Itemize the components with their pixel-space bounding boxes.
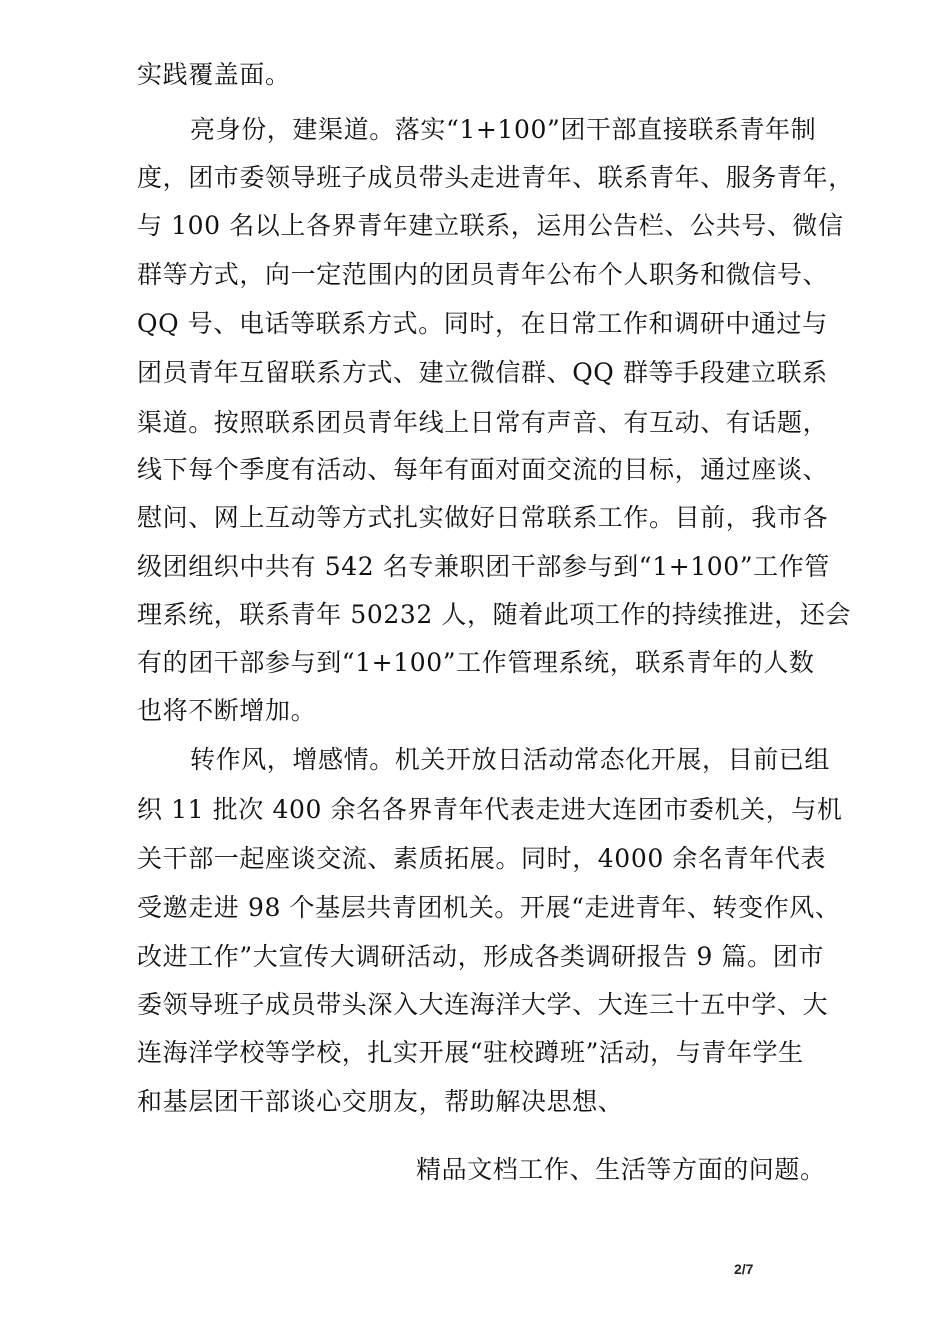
paragraph-1-line-5: QQ 号、电话等联系方式。同时，在日常工作和调研中通过与 [137, 309, 828, 338]
paragraph-1-line-12: 有的团干部参与到“1+100”工作管理系统，联系青年的人数 [137, 648, 815, 677]
paragraph-2-line-9: 精品文档工作、生活等方面的问题。 [416, 1155, 826, 1184]
paragraph-1-line-1: 亮身份，建渠道。落实“1+100”团干部直接联系青年制 [190, 115, 817, 144]
paragraph-2-line-2: 织 11 批次 400 余名各界青年代表走进大连团市委机关，与机 [137, 795, 843, 824]
paragraph-2-line-8: 和基层团干部谈心交朋友，帮助解决思想、 [137, 1087, 624, 1116]
paragraph-1-line-9: 慰问、网上互动等方式扎实做好日常联系工作。目前，我市各 [137, 503, 829, 532]
paragraph-2-line-3: 关干部一起座谈交流、素质拓展。同时，4000 余名青年代表 [137, 844, 826, 873]
paragraph-1-line-8: 线下每个季度有活动、每年有面对面交流的目标，通过座谈、 [137, 455, 829, 484]
paragraph-1-line-7: 渠道。按照联系团员青年线上日常有声音、有互动、有话题， [137, 408, 829, 437]
paragraph-1-line-3: 与 100 名以上各界青年建立联系，运用公告栏、公共号、微信 [137, 211, 844, 240]
paragraph-1-line-11: 理系统，联系青年 50232 人，随着此项工作的持续推进，还会 [137, 600, 852, 629]
paragraph-2-line-5: 改进工作”大宣传大调研活动，形成各类调研报告 9 篇。团市 [137, 942, 824, 971]
paragraph-2-line-4: 受邀走进 98 个基层共青团机关。开展“走进青年、转变作风、 [137, 893, 841, 922]
page-number: 2/7 [734, 1261, 754, 1277]
paragraph-2-line-7: 连海洋学校等学校，扎实开展“驻校蹲班”活动，与青年学生 [137, 1038, 804, 1067]
paragraph-1-line-10: 级团组织中共有 542 名专兼职团干部参与到“1+100”工作管 [137, 552, 830, 581]
paragraph-1-line-2: 度，团市委领导班子成员带头走进青年、联系青年、服务青年， [137, 163, 854, 192]
paragraph-1-line-6: 团员青年互留联系方式、建立微信群、QQ 群等手段建立联系 [137, 358, 828, 387]
paragraph-1-line-4: 群等方式，向一定范围内的团员青年公布个人职务和微信号、 [137, 260, 829, 289]
paragraph-2-line-1: 转作风，增感情。机关开放日活动常态化开展，目前已组 [190, 745, 831, 774]
paragraph-1-line-13: 也将不断增加。 [137, 696, 317, 725]
paragraph-2-line-6: 委领导班子成员带头深入大连海洋大学、大连三十五中学、大 [137, 990, 829, 1019]
text-line-1: 实践覆盖面。 [137, 60, 291, 89]
